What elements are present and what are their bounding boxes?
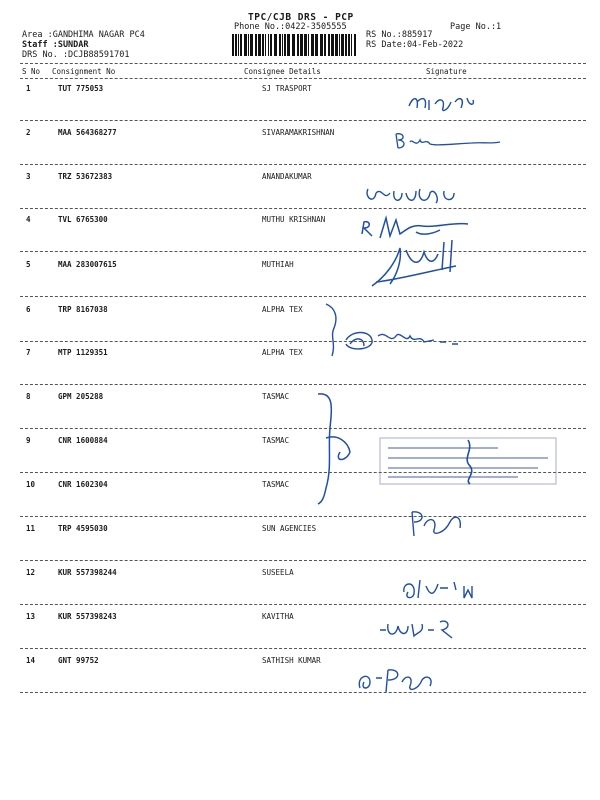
row-serial-number: 14 [26,656,36,665]
barcode-bar [328,34,330,56]
barcode-bar [262,34,264,56]
barcode-bar [311,34,314,56]
column-header-sno: S No [22,67,41,76]
barcode-bar [300,34,303,56]
header-top-divider [20,63,586,64]
signature-row-14 [352,664,442,696]
signature-row-12 [398,572,488,606]
row-consignee-name: SUN AGENCIES [262,524,317,533]
company-stamp [378,436,558,486]
column-header-consignment: Consignment No [52,67,116,76]
row-consignment-number: GNT 99752 [58,656,99,665]
row-consignee-name: TASMAC [262,392,290,401]
barcode-bar [232,34,234,56]
signature-row-1 [405,92,485,114]
barcode-bar [244,34,247,56]
barcode-bar [268,34,269,56]
barcode [232,34,360,56]
barcode-bar [341,34,344,56]
document-title: TPC/CJB DRS - PCP [248,12,354,23]
row-consignment-number: TVL 6765300 [58,215,108,224]
barcode-bar [348,34,350,56]
list-item [0,612,600,632]
row-divider [20,604,586,605]
row-consignee-name: ALPHA TEX [262,348,303,357]
rs-date: RS Date:04-Feb-2022 [366,40,464,50]
barcode-bar [248,34,249,56]
row-serial-number: 13 [26,612,36,621]
row-serial-number: 7 [26,348,31,357]
barcode-bar [351,34,352,56]
row-serial-number: 12 [26,568,36,577]
barcode-bar [335,34,338,56]
row-consignee-name: MUTHIAH [262,260,294,269]
area-label: Area :GANDHIMA NAGAR PC4 [22,30,145,40]
barcode-bar [250,34,253,56]
row-consignee-name: TASMAC [262,480,290,489]
row-divider [20,560,586,561]
row-consignment-number: MAA 564368277 [58,128,117,137]
rs-number: RS No.:885917 [366,30,433,40]
row-serial-number: 2 [26,128,31,137]
row-consignment-number: MAA 283007615 [58,260,117,269]
row-divider [20,648,586,649]
list-item [0,305,600,325]
row-consignee-name: SUSEELA [262,568,294,577]
signature-rows-6-7 [316,300,466,362]
column-header-signature: Signature [426,67,467,76]
header-bottom-divider [20,78,586,79]
signature-row-5 [366,236,466,292]
barcode-bar [324,34,326,56]
row-serial-number: 11 [26,524,36,533]
row-divider [20,341,586,342]
row-divider [20,692,586,693]
row-serial-number: 9 [26,436,31,445]
barcode-bar [284,34,286,56]
barcode-bar [265,34,266,56]
row-serial-number: 5 [26,260,31,269]
page-number: Page No.:1 [450,22,502,32]
barcode-bar [282,34,283,56]
list-item [0,656,600,676]
barcode-bar [308,34,309,56]
row-serial-number: 10 [26,480,36,489]
list-item [0,392,600,412]
row-consignment-number: CNR 1600884 [58,436,108,445]
barcode-bar [270,34,272,56]
barcode-bar [235,34,237,56]
barcode-bar [255,34,257,56]
row-consignment-number: TRP 4595030 [58,524,108,533]
row-consignee-name: ANANDAKUMAR [262,172,312,181]
row-divider [20,164,586,165]
row-consignment-number: TRZ 53672383 [58,172,113,181]
row-consignee-name: ALPHA TEX [262,305,303,314]
barcode-bar [331,34,334,56]
barcode-bar [240,34,242,56]
list-item [0,172,600,192]
row-consignee-name: SJ TRASPORT [262,84,312,93]
barcode-bar [274,34,277,56]
signature-row-2 [392,128,504,152]
barcode-bar [320,34,323,56]
row-divider [20,120,586,121]
row-serial-number: 3 [26,172,31,181]
row-consignee-name: MUTHU KRISHNAN [262,215,326,224]
row-consignment-number: KUR 557398243 [58,612,117,621]
row-divider [20,428,586,429]
row-divider [20,208,586,209]
list-item [0,84,600,104]
row-consignee-name: KAVITHA [262,612,294,621]
barcode-bar [304,34,307,56]
signature-row-3 [362,183,472,211]
phone-number: Phone No.:0422-3505555 [234,22,347,32]
signature-row-11 [404,506,474,540]
drs-number: DRS No. :DCJB88591701 [22,50,130,60]
row-serial-number: 4 [26,215,31,224]
row-divider [20,516,586,517]
barcode-bar [292,34,295,56]
barcode-bar [238,34,239,56]
row-consignee-name: SIVARAMAKRISHNAN [262,128,335,137]
tasmac-bracket [304,388,384,508]
barcode-bar [315,34,318,56]
row-divider [20,296,586,297]
row-consignment-number: GPM 205288 [58,392,104,401]
staff-label: Staff :SUNDAR [22,40,89,50]
row-serial-number: 6 [26,305,31,314]
row-consignee-name: TASMAC [262,436,290,445]
barcode-bar [297,34,299,56]
row-consignment-number: TRP 8167038 [58,305,108,314]
row-consignment-number: TUT 775053 [58,84,104,93]
barcode-bar [279,34,281,56]
barcode-bar [354,34,356,56]
list-item [0,215,600,235]
row-consignment-number: MTP 1129351 [58,348,108,357]
barcode-bar [345,34,347,56]
row-divider [20,384,586,385]
row-consignment-number: CNR 1602304 [58,480,108,489]
list-item [0,128,600,148]
barcode-bar [287,34,290,56]
barcode-bar [339,34,340,56]
column-header-consignee: Consignee Details [244,67,321,76]
row-serial-number: 8 [26,392,31,401]
signature-row-13 [374,614,464,644]
row-serial-number: 1 [26,84,31,93]
barcode-bar [258,34,261,56]
list-item [0,524,600,544]
list-item [0,568,600,588]
row-consignee-name: SATHISH KUMAR [262,656,321,665]
list-item [0,348,600,368]
row-consignment-number: KUR 557398244 [58,568,117,577]
list-item [0,260,600,280]
row-divider [20,251,586,252]
